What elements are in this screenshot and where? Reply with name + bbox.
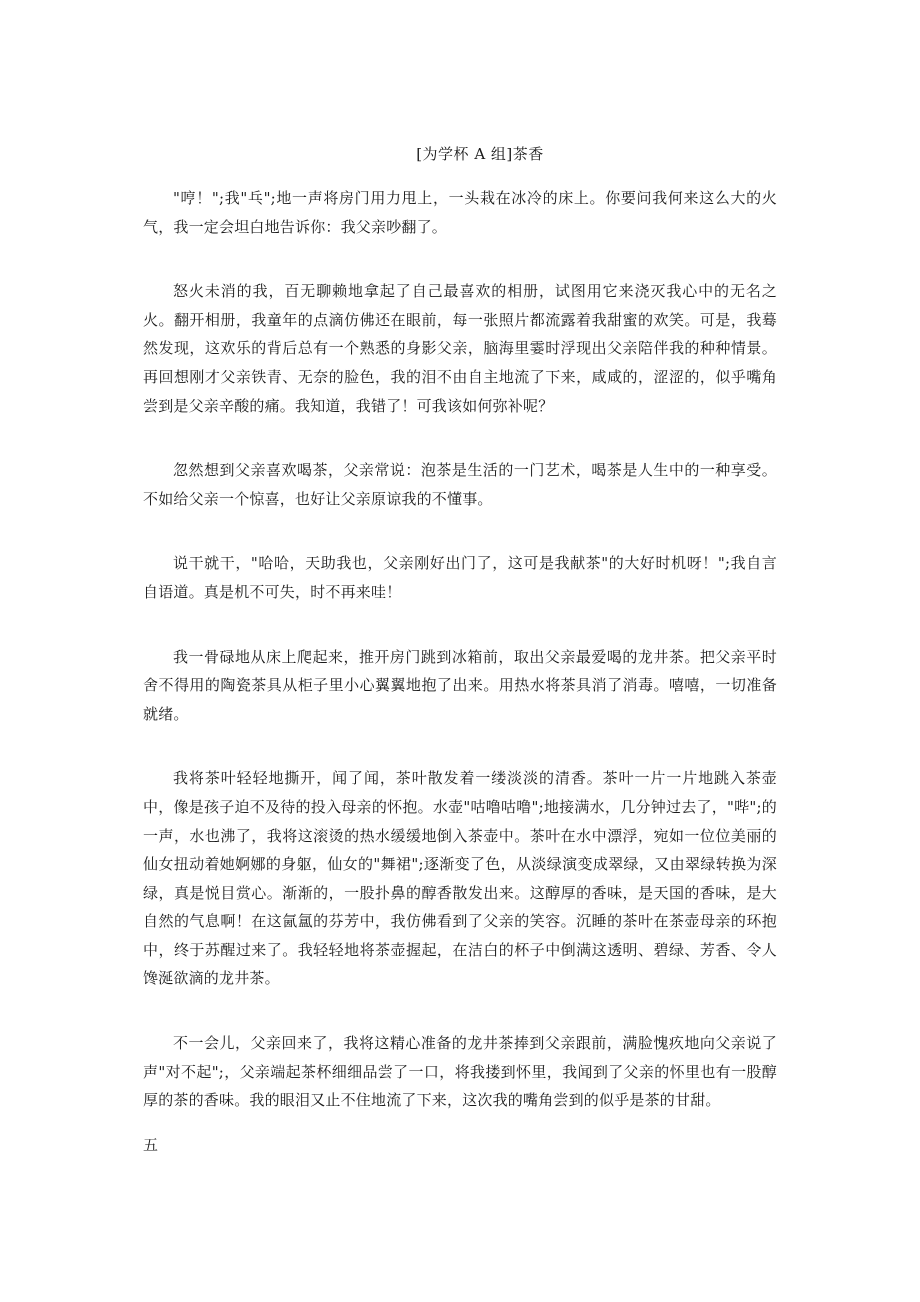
- article-body: [143, 184, 777, 1151]
- article-title: [为学杯 A 组]茶香: [416, 145, 544, 163]
- paragraph-1: "哼！";我"乓";地一声将房门用力甩上，一头栽在冰冷的床上。你要问我何来这么大的火气，我一定会坦白地告诉你：我父亲吵翻了。: [143, 189, 777, 236]
- page-number: 五: [143, 1136, 159, 1154]
- paragraph-3: 忽然想到父亲喜欢喝茶，父亲常说：泡茶是生活的一门艺术，喝茶是人生中的一种享受。不如给父亲一个惊喜，也好让父亲原谅我的不懂事。: [143, 461, 777, 508]
- paragraph-6: 我将茶叶轻轻地撕开，闻了闻，茶叶散发着一缕淡淡的清香。茶叶一片一片地跳入茶壶中，像是孩子迫不及待的投入母亲的怀抱。水壶"咕噜咕噜";地接满水，几分钟过去了，"哔";的一声，水也沸了，我将这滚烫的热水缓缓地倒入茶壶中。茶叶在水中漂浮，宛如一位位美丽的仙女扭动着她婀娜的身躯，仙女的"舞裙";逐渐变了色，从淡绿演变成翠绿，又由翠绿转换为深绿，真是悦目赏心。渐渐的，一股扑鼻的醇香散发出来。这醇厚的香味，是天国的香味，是大自然的气息啊！在这氤氲的芬芳中，我仿佛看到了父亲的笑容。沉睡的茶叶在茶壶母亲的环抱中，终于苏醒过来了。我轻轻地将茶壶握起，在洁白的杯子中倒满这透明、碧绿、芳香、令人馋涎欲滴的龙井茶。: [143, 769, 777, 988]
- paragraph-2: 怒火未消的我，百无聊赖地拿起了自己最喜欢的相册，试图用它来浇灭我心中的无名之火。翻开相册，我童年的点滴仿佛还在眼前，每一张照片都流露着我甜蜜的欢笑。可是，我蓦然发现，这欢乐的背后总有一个熟悉的身影父亲，脑海里霎时浮现出父亲陪伴我的种种情景。再回想刚才父亲铁青、无奈的脸色，我的泪不由自主地流了下来，咸咸的，涩涩的，似乎嘴角尝到是父亲辛酸的痛。我知道，我错了！可我该如何弥补呢？: [143, 282, 777, 415]
- paragraph-4: 说干就干，"哈哈，天助我也，父亲刚好出门了，这可是我献茶"的大好时机呀！";我自言自语道。真是机不可失，时不再来哇！: [143, 554, 777, 601]
- paragraph-7: 不一会儿，父亲回来了，我将这精心准备的龙井茶捧到父亲跟前，满脸愧疚地向父亲说了声"对不起";，父亲端起茶杯细细品尝了一口，将我搂到怀里，我闻到了父亲的怀里也有一股醇厚的茶的香味。我的眼泪又止不住地流了下来，这次我的嘴角尝到的似乎是茶的甘甜。: [143, 1034, 777, 1110]
- paragraph-5: 我一骨碌地从床上爬起来，推开房门跳到冰箱前，取出父亲最爱喝的龙井茶。把父亲平时舍不得用的陶瓷茶具从柜子里小心翼翼地抱了出来。用热水将茶具消了消毒。嘻嘻，一切准备就绪。: [143, 647, 777, 723]
